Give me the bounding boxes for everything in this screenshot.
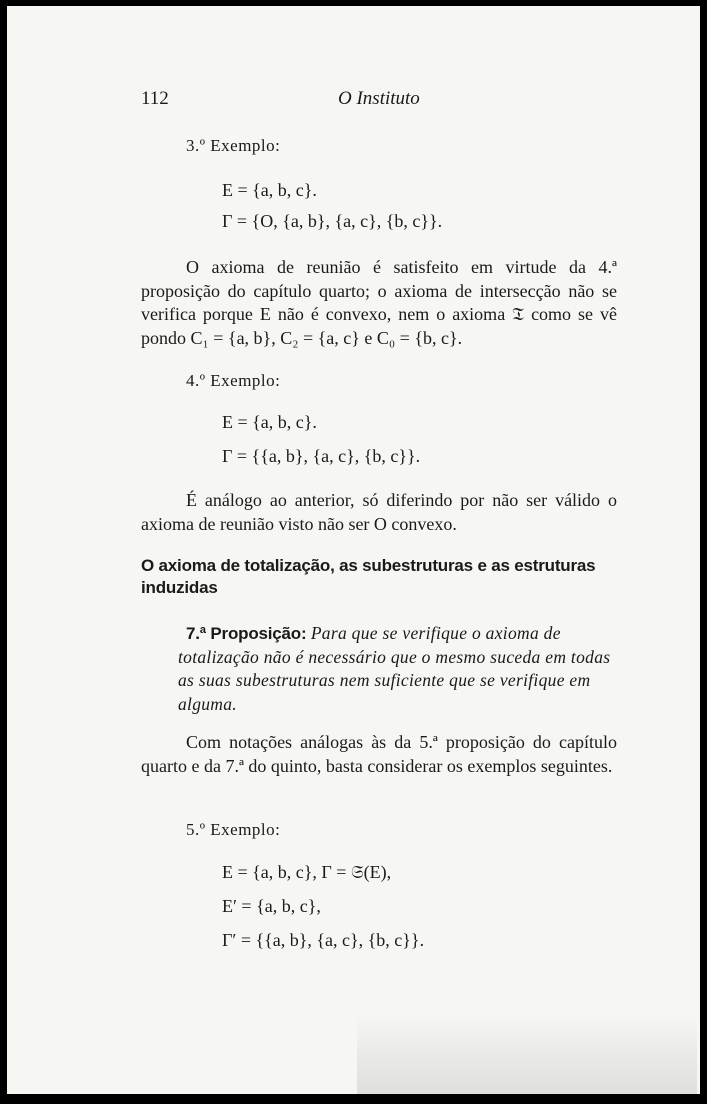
example-3-paragraph: O axioma de reunião é satisfeito em virtude da 4.ª proposição do capítulo quarto; o axioma de intersecção não se verifica porque E não é convexo, nem o axioma 𝔗 como se vê pondo C₁ = {a, b}, C₂ = {a, c} e C₀ = {b, c}. xyxy=(141,257,617,348)
example-4-eq-E: E = {a, b, c}. xyxy=(222,412,317,432)
example-3-eq-E: E = {a, b, c}. xyxy=(222,180,317,200)
example-5-eq-3: Γ′ = {{a, b}, {a, c}, {b, c}}. xyxy=(222,930,425,950)
example-3-eq-gamma: Γ = {O, {a, b}, {a, c}, {b, c}}. xyxy=(222,211,443,231)
example-4-eq-gamma: Γ = {{a, b}, {a, c}, {b, c}}. xyxy=(222,446,421,466)
running-title: O Instituto xyxy=(338,88,420,109)
proposition-text: Para que se verifique o axioma de totalização não é necessário que o mesmo suceda em todas as suas subestruturas nem suficiente que se verifique em alguma. xyxy=(178,623,611,714)
notation-paragraph: Com notações análogas às da 5.ª proposição do capítulo quarto e da 7.ª do quinto, basta considerar os exemplos seguintes. xyxy=(141,732,617,776)
example-5-eq-2: E′ = {a, b, c}, xyxy=(222,896,321,916)
example-5-title: 5.º Exemplo: xyxy=(186,820,281,839)
example-4-title: 4.º Exemplo: xyxy=(186,371,281,390)
scan-artifact xyxy=(357,1016,697,1094)
proposition-label: 7.ª Proposição: xyxy=(186,624,307,643)
section-heading: O axioma de totalização, as subestruturas e as estruturas induzidas xyxy=(141,556,596,597)
example-3-title: 3.º Exemplo: xyxy=(186,136,281,155)
page-number: 112 xyxy=(141,88,169,109)
example-5-eq-1: E = {a, b, c}, Γ = 𝔖(E), xyxy=(222,862,392,882)
proposition-7 xyxy=(178,622,618,716)
example-4-paragraph: É análogo ao anterior, só diferindo por não ser válido o axioma de reunião visto não ser O convexo. xyxy=(141,490,617,534)
